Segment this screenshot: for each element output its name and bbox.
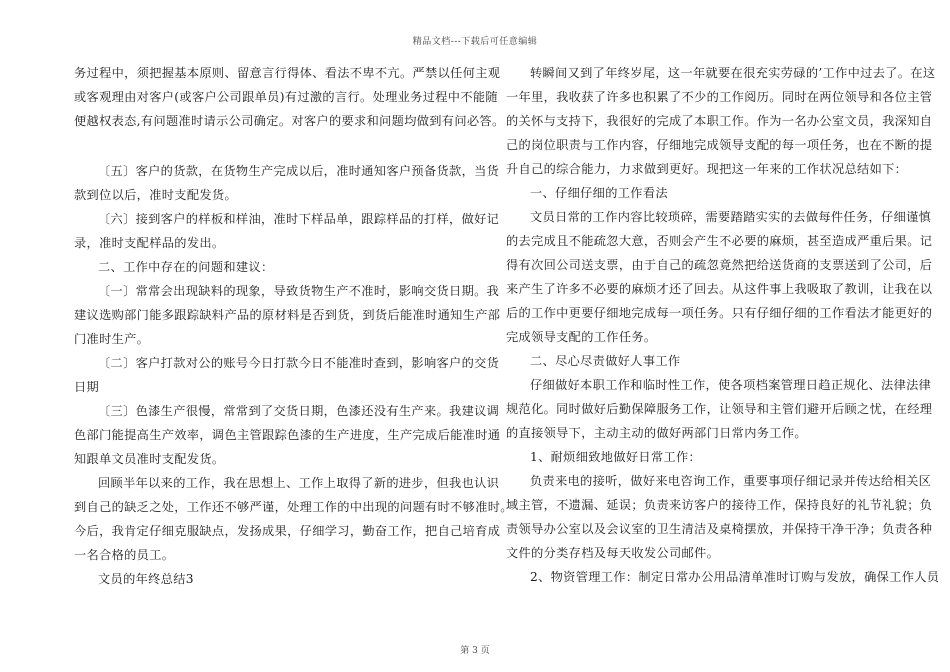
text-line: 或客观理由对客户(或客户公司跟单员)有过激的言行。处理业务过程中不能随	[74, 90, 498, 104]
text-line: 的关怀与支持下，我很好的完成了本职工作。作为一名办公室文员，我深知自	[506, 114, 933, 128]
text-line: 来产生了许多不必要的麻烦才还了回去。从这件事上我吸取了教训，让我在以	[506, 282, 933, 296]
text-line: 转瞬间又到了年终岁尾，这一年就要在很充实劳碌的’工作中过去了。在这	[530, 66, 936, 80]
text-line: 一年里，我收获了许多也积累了不少的工作阅历。同时在两位领导和各位主管	[506, 90, 933, 104]
text-line: 的去完成且不能疏忽大意，否则会产生不必要的麻烦，甚至造成严重后果。记	[506, 234, 933, 248]
text-line: 文员日常的工作内容比较琐碎，需要踏踏实实的去做每件任务，仔细谨慎	[530, 210, 932, 224]
text-line: 〔五〕客户的货款，在货物生产完成以后，准时通知客户预备货款，当货	[98, 164, 500, 178]
text-line: 域主管，不遗漏、延误；负责来访客户的接待工作，保持良好的礼节礼貌；负	[506, 498, 933, 512]
text-line: 二、工作中存在的问题和建议：	[98, 260, 274, 274]
text-line: 日期	[74, 380, 100, 394]
text-line: 文件的分类存档及每天收发公司邮件。	[506, 546, 720, 560]
text-line: 建议选购部门能多跟踪缺料产品的原材料是否到货，到货后能准时通知生产部	[74, 308, 501, 322]
left-column	[74, 61, 513, 591]
text-line: 文员的年终总结3	[98, 572, 194, 586]
text-line: 规范化。同时做好后勤保障服务工作，让领导和主管们避开后顾之忧，在经理	[506, 402, 933, 416]
page-number: 第 3 页	[460, 646, 490, 656]
text-line: 一名合格的员工。	[74, 548, 175, 562]
text-line: 完成领导支配的工作任务。	[506, 330, 657, 344]
text-line: 一、仔细仔细的工作看法	[530, 186, 668, 200]
text-line: 〔二〕客户打款对公的账号今日打款今日不能准时查到，影响客户的交货	[98, 356, 500, 370]
paragraph-gap	[74, 133, 466, 159]
right-column	[506, 61, 940, 589]
text-line: 门准时生产。	[74, 332, 150, 346]
text-line: 色部门能提高生产效率，调色主管跟踪色漆的生产进度，生产完成后能准时通	[74, 428, 501, 442]
text-line: 二、尽心尽责做好人事工作	[530, 354, 681, 368]
text-line: 仔细做好本职工作和临时性工作，使各项档案管理日趋正规化、法律法律	[530, 378, 932, 392]
text-line: 款到位以后，准时支配发货。	[74, 188, 237, 202]
text-line: 后的工作中更要仔细地完成每一项任务。只有仔细仔细的工作看法才能更好的	[506, 306, 933, 320]
text-line: 〔一〕常常会出现缺料的现象，导致货物生产不准时，影响交货日期。我	[98, 284, 500, 298]
text-line: 知跟单文员准时支配发货。	[74, 452, 225, 466]
text-line: 得有次回公司送支票，由于自己的疏忽竟然把给送货商的支票送到了公司，后	[506, 258, 933, 272]
text-line: 便越权表态,有问题准时请示公司确定。对客户的要求和问题均做到有问必答。	[74, 114, 505, 128]
text-line: 2、物资管理工作：制定日常办公用品清单准时订购与发放，确保工作人员	[530, 570, 940, 584]
text-line: 今后，我肯定仔细克服缺点，发扬成果，仔细学习，勤奋工作，把自己培育成	[74, 524, 501, 538]
text-line: 的直接领导下，主动主动的做好两部门日常内务工作。	[506, 426, 807, 440]
text-line: 负责来电的接听，做好来电咨询工作，重要事项仔细记录并传达给相关区	[530, 474, 932, 488]
text-line: 〔三〕色漆生产很慢，常常到了交货日期，色漆还没有生产来。我建议调	[98, 404, 500, 418]
page-header: 精品文档---下载后可任意编辑	[412, 37, 538, 47]
text-line: 回顾半年以来的工作，我在思想上、工作上取得了新的进步，但我也认识	[98, 476, 500, 490]
text-line: 责领导办公室以及会议室的卫生清洁及桌椅摆放，并保持干净干净；负责各种	[506, 522, 933, 536]
text-line: 升自己的综合能力，力求做到更好。现把这一年来的工作状况总结如下：	[506, 162, 908, 176]
text-line: 到自己的缺乏之处，工作还不够严谨，处理工作的中出现的问题有时不够准时。	[74, 500, 513, 514]
text-line: 1、耐烦细致地做好日常工作：	[530, 450, 702, 464]
text-line: 己的岗位职责与工作内容，仔细地完成领导支配的每一项任务，也在不断的提	[506, 138, 933, 152]
text-line: 录，准时支配样品的发出。	[74, 236, 225, 250]
text-line: 务过程中，须把握基本原则、留意言行得体、看法不卑不亢。严禁以任何主观	[74, 66, 501, 80]
text-line: 〔六〕接到客户的样板和样油，准时下样品单，跟踪样品的打样，做好记	[98, 212, 500, 226]
